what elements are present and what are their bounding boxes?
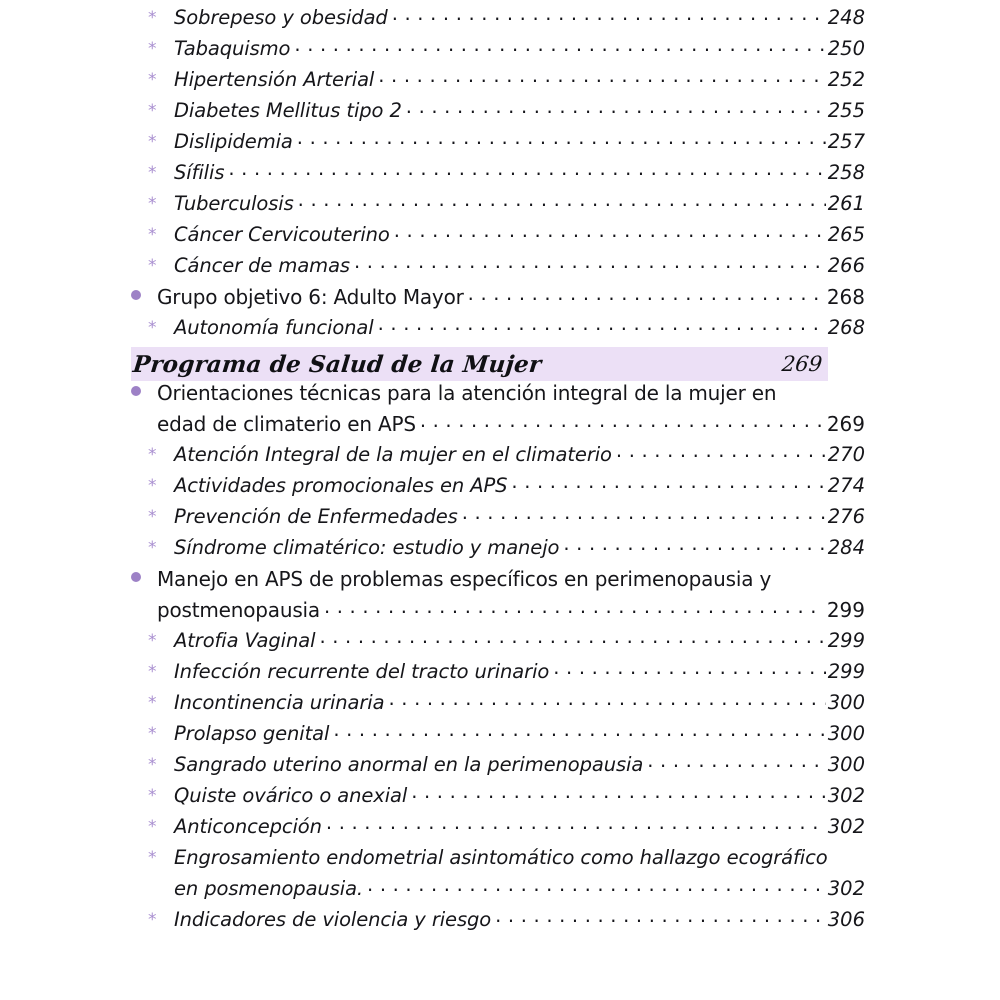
- dot-leader: [647, 755, 826, 771]
- toc-entry[interactable]: [0, 784, 1000, 815]
- toc-page-number: 258: [827, 161, 865, 184]
- asterisk-bullet-icon: *: [148, 39, 157, 59]
- toc-entry[interactable]: [0, 815, 1000, 846]
- asterisk-bullet-icon: *: [148, 631, 157, 651]
- toc-entry-label: Autonomía funcional: [174, 316, 374, 339]
- toc-line[interactable]: [131, 753, 865, 784]
- asterisk-bullet-icon: *: [148, 132, 157, 152]
- toc-page-number: 270: [827, 443, 865, 466]
- toc-entry-label: Grupo objetivo 6: Adulto Mayor: [157, 285, 464, 309]
- toc-entry[interactable]: [0, 192, 1000, 223]
- asterisk-bullet-icon: *: [148, 817, 157, 837]
- toc-page-number: 284: [827, 536, 865, 559]
- toc-entries-before-section: [0, 6, 1000, 347]
- toc-entries-after-section: [0, 381, 1000, 939]
- dot-leader: [228, 163, 825, 179]
- dot-leader: [378, 318, 826, 334]
- toc-entry-label: Infección recurrente del tracto urinario: [174, 660, 550, 683]
- toc-entry-label: Manejo en APS de problemas específicos en perimenopausia y: [157, 567, 772, 591]
- toc-entry-label: Prevención de Enfermedades: [174, 505, 458, 528]
- toc-line[interactable]: [131, 474, 865, 505]
- toc-line[interactable]: [131, 99, 865, 130]
- toc-entry[interactable]: [0, 285, 1000, 316]
- dot-leader: [553, 662, 826, 678]
- dot-leader: [367, 879, 826, 895]
- toc-page-number: 268: [826, 285, 865, 309]
- toc-line[interactable]: [131, 68, 865, 99]
- dot-leader: [775, 570, 863, 586]
- toc-entry[interactable]: [0, 629, 1000, 660]
- dot-bullet-shape: [131, 572, 141, 582]
- toc-page-number: 300: [827, 691, 865, 714]
- section-header-band[interactable]: [131, 347, 828, 381]
- dot-leader: [832, 848, 863, 864]
- toc-line[interactable]: [131, 567, 865, 598]
- asterisk-bullet-icon: *: [148, 318, 157, 338]
- toc-line[interactable]: [131, 536, 865, 567]
- toc-entry[interactable]: [0, 37, 1000, 68]
- toc-entry-label: Sobrepeso y obesidad: [174, 6, 388, 29]
- toc-line[interactable]: [131, 784, 865, 815]
- asterisk-bullet-icon: *: [148, 70, 157, 90]
- asterisk-bullet-icon: *: [148, 910, 157, 930]
- dot-bullet-shape: [131, 290, 141, 300]
- asterisk-bullet-icon: *: [148, 8, 157, 28]
- dot-leader: [394, 225, 826, 241]
- toc-entry-label: Orientaciones técnicas para la atención integral de la mujer en: [157, 381, 777, 405]
- toc-line[interactable]: [131, 161, 865, 192]
- toc-entry-label: edad de climaterio en APS: [157, 412, 416, 436]
- asterisk-bullet-icon: *: [148, 662, 157, 682]
- dot-bullet-icon: [131, 381, 157, 400]
- toc-entry-label: Engrosamiento endometrial asintomático como hallazgo ecográfico: [174, 846, 828, 869]
- toc-entry[interactable]: [0, 660, 1000, 691]
- toc-entry-label: Tuberculosis: [174, 192, 294, 215]
- dot-leader: [511, 476, 825, 492]
- toc-page-number: 302: [827, 815, 865, 838]
- toc-entry-label: Cáncer Cervicouterino: [174, 223, 390, 246]
- dot-leader: [411, 786, 826, 802]
- toc-entry-label: Anticoncepción: [174, 815, 322, 838]
- toc-line[interactable]: [131, 691, 865, 722]
- toc-page-number: 269: [826, 412, 865, 436]
- toc-line[interactable]: [131, 130, 865, 161]
- toc-page-number: 300: [827, 753, 865, 776]
- toc-entry[interactable]: [0, 753, 1000, 784]
- toc-entry[interactable]: [0, 161, 1000, 192]
- asterisk-bullet-icon: *: [148, 163, 157, 183]
- toc-entry[interactable]: [0, 99, 1000, 130]
- toc-entry[interactable]: [0, 505, 1000, 536]
- dot-leader: [563, 538, 825, 554]
- toc-entry-label: Prolapso genital: [174, 722, 330, 745]
- toc-page-number: 274: [827, 474, 865, 497]
- dot-leader: [354, 256, 826, 272]
- dot-leader: [420, 415, 825, 431]
- dot-leader: [298, 194, 826, 210]
- toc-page-number: 248: [827, 6, 865, 29]
- toc-entry[interactable]: [0, 223, 1000, 254]
- toc-entry[interactable]: [0, 536, 1000, 567]
- toc-entry-label: Diabetes Mellitus tipo 2: [174, 99, 402, 122]
- toc-line[interactable]: [131, 505, 865, 536]
- toc-line[interactable]: [131, 6, 865, 37]
- toc-entry-label: Sangrado uterino anormal en la perimenopausia: [174, 753, 644, 776]
- toc-entry-label: Síndrome climatérico: estudio y manejo: [174, 536, 560, 559]
- dot-leader: [616, 445, 826, 461]
- toc-page-number: 255: [827, 99, 865, 122]
- toc-entry-label: Indicadores de violencia y riesgo: [174, 908, 492, 931]
- toc-line[interactable]: [131, 285, 865, 316]
- asterisk-bullet-icon: *: [148, 194, 157, 214]
- toc-entry-label: Incontinencia urinaria: [174, 691, 385, 714]
- dot-bullet-icon: [131, 567, 157, 586]
- toc-page-number: 302: [827, 877, 865, 900]
- toc-line[interactable]: [131, 37, 865, 68]
- toc-entry-label: Sífilis: [174, 161, 225, 184]
- asterisk-bullet-icon: *: [148, 538, 157, 558]
- toc-entry[interactable]: [0, 474, 1000, 505]
- dot-leader: [297, 132, 826, 148]
- section-page-number: 269: [780, 352, 824, 376]
- asterisk-bullet-icon: *: [148, 693, 157, 713]
- toc-page-number: 252: [827, 68, 865, 91]
- dot-leader: [294, 39, 825, 55]
- toc-page-number: 261: [827, 192, 865, 215]
- toc-entry-label: Actividades promocionales en APS: [174, 474, 508, 497]
- asterisk-bullet-icon: *: [148, 755, 157, 775]
- toc-entry[interactable]: [0, 381, 1000, 443]
- toc-line[interactable]: [131, 846, 865, 877]
- toc-entry-label: Tabaquismo: [174, 37, 291, 60]
- toc-page-number: 276: [827, 505, 865, 528]
- toc-page-number: 299: [826, 598, 865, 622]
- asterisk-bullet-icon: *: [148, 256, 157, 276]
- section-title: Programa de Salud de la Mujer: [131, 350, 543, 378]
- toc-line[interactable]: [131, 254, 865, 285]
- toc-line[interactable]: [131, 192, 865, 223]
- dot-leader: [319, 631, 825, 647]
- asterisk-bullet-icon: *: [148, 507, 157, 527]
- toc-line[interactable]: [131, 660, 865, 691]
- toc-entry-label: Quiste ovárico o anexial: [174, 784, 408, 807]
- toc-entry[interactable]: [0, 130, 1000, 161]
- dot-leader: [392, 8, 826, 24]
- asterisk-bullet-icon: *: [148, 225, 157, 245]
- asterisk-bullet-icon: *: [148, 101, 157, 121]
- toc-entry[interactable]: [0, 6, 1000, 37]
- toc-page-number: 257: [827, 130, 865, 153]
- toc-entry[interactable]: [0, 722, 1000, 753]
- toc-entry-label: Dislipidemia: [174, 130, 293, 153]
- asterisk-bullet-icon: *: [148, 786, 157, 806]
- toc-entry-label: en posmenopausia.: [174, 877, 364, 900]
- toc-page-number: 250: [827, 37, 865, 60]
- toc-line[interactable]: [131, 412, 865, 443]
- toc-line[interactable]: [131, 598, 865, 629]
- toc-line[interactable]: [131, 223, 865, 254]
- toc-entry[interactable]: [0, 443, 1000, 474]
- toc-entry-label: Atención Integral de la mujer en el climaterio: [174, 443, 612, 466]
- toc-entry[interactable]: [0, 908, 1000, 939]
- asterisk-bullet-icon: *: [148, 848, 157, 868]
- dot-leader: [326, 817, 826, 833]
- asterisk-bullet-icon: *: [148, 445, 157, 465]
- toc-entry-label: Atrofia Vaginal: [174, 629, 316, 652]
- dot-leader: [388, 693, 825, 709]
- toc-entry[interactable]: [0, 846, 1000, 908]
- dot-leader: [324, 601, 825, 617]
- toc-page-number: 268: [827, 316, 865, 339]
- asterisk-bullet-icon: *: [148, 724, 157, 744]
- toc-entry[interactable]: [0, 567, 1000, 629]
- dot-leader: [780, 384, 863, 400]
- toc-line[interactable]: [131, 629, 865, 660]
- toc-page-number: 299: [827, 629, 865, 652]
- toc-line[interactable]: [131, 722, 865, 753]
- dot-leader: [468, 288, 825, 304]
- toc-entry[interactable]: [0, 691, 1000, 722]
- toc-page-number: 266: [827, 254, 865, 277]
- asterisk-bullet-icon: *: [148, 476, 157, 496]
- toc-page-number: 299: [827, 660, 865, 683]
- dot-bullet-shape: [131, 386, 141, 396]
- toc-entry[interactable]: [0, 316, 1000, 347]
- toc-line[interactable]: [131, 908, 865, 939]
- toc-page-number: 265: [827, 223, 865, 246]
- dot-leader: [333, 724, 825, 740]
- toc-line[interactable]: [131, 381, 865, 412]
- toc-page-number: 302: [827, 784, 865, 807]
- toc-entry-label: Hipertensión Arterial: [174, 68, 375, 91]
- toc-entry[interactable]: [0, 68, 1000, 99]
- toc-entry-label: postmenopausia: [157, 598, 320, 622]
- toc-line[interactable]: [131, 443, 865, 474]
- dot-leader: [495, 910, 826, 926]
- toc-page-number: 300: [827, 722, 865, 745]
- toc-entry-label: Cáncer de mamas: [174, 254, 350, 277]
- toc-line[interactable]: [131, 877, 865, 908]
- dot-leader: [378, 70, 826, 86]
- dot-bullet-icon: [131, 285, 157, 304]
- toc-entry[interactable]: [0, 254, 1000, 285]
- toc-page-number: 306: [827, 908, 865, 931]
- toc-line[interactable]: [131, 316, 865, 347]
- dot-leader: [406, 101, 826, 117]
- toc-line[interactable]: [131, 815, 865, 846]
- dot-leader: [462, 507, 826, 523]
